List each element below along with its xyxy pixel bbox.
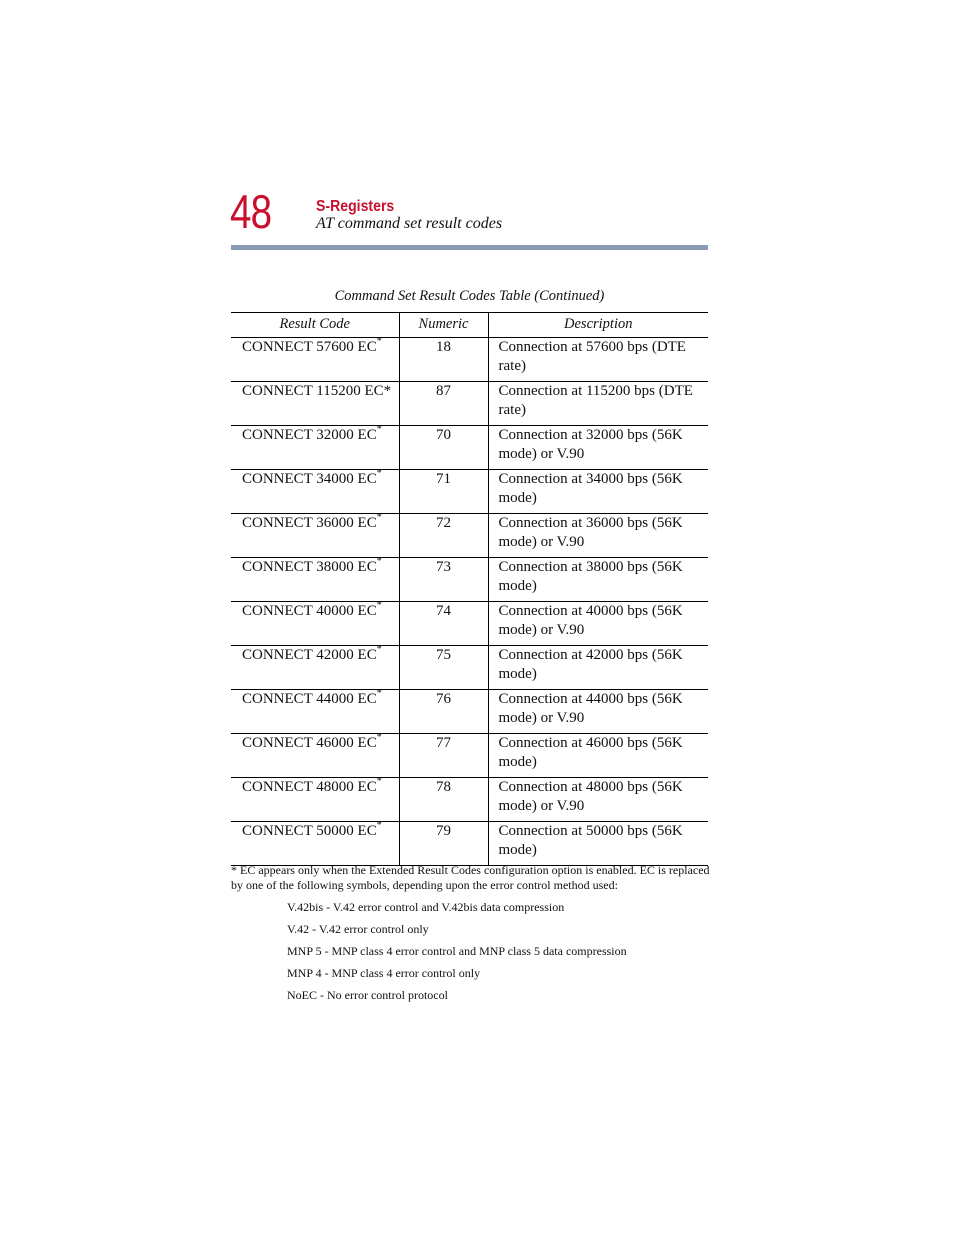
result-code-text: CONNECT 36000 EC: [242, 515, 377, 531]
result-codes-table: [231, 312, 708, 866]
footnote-marker: *: [376, 336, 382, 347]
numeric-cell: 77: [399, 734, 488, 778]
result-code-cell: [231, 514, 399, 558]
description-cell: Connection at 38000 bps (56K mode): [488, 558, 708, 602]
table-row: [231, 338, 708, 382]
table-header-row: [231, 313, 708, 338]
result-code-text: CONNECT 48000 EC: [242, 779, 377, 795]
footnote-marker: *: [376, 424, 382, 435]
result-code-cell: [231, 338, 399, 382]
table-row: [231, 470, 708, 514]
footnote-marker: *: [376, 644, 382, 655]
result-code-cell: [231, 558, 399, 602]
description-cell: Connection at 57600 bps (DTE rate): [488, 338, 708, 382]
description-cell: Connection at 48000 bps (56K mode) or V.90: [488, 778, 708, 822]
result-code-cell: [231, 470, 399, 514]
result-code-text: CONNECT 44000 EC: [242, 691, 377, 707]
description-cell: Connection at 36000 bps (56K mode) or V.90: [488, 514, 708, 558]
table-row: [231, 822, 708, 866]
result-code-text: CONNECT 115200 EC*: [242, 383, 392, 399]
table-row: [231, 646, 708, 690]
list-item: NoEC - No error control protocol: [287, 988, 448, 1002]
footnote-marker: *: [376, 600, 382, 611]
numeric-cell: 74: [399, 602, 488, 646]
numeric-cell: 18: [399, 338, 488, 382]
footnote-marker: *: [376, 556, 382, 567]
numeric-cell: 79: [399, 822, 488, 866]
table-row: [231, 778, 708, 822]
column-header-numeric: Numeric: [399, 313, 488, 338]
table-row: [231, 382, 708, 426]
numeric-cell: 73: [399, 558, 488, 602]
result-code-cell: [231, 426, 399, 470]
result-code-cell: [231, 734, 399, 778]
description-cell: Connection at 42000 bps (56K mode): [488, 646, 708, 690]
table-row: [231, 558, 708, 602]
table-row: [231, 690, 708, 734]
numeric-cell: 71: [399, 470, 488, 514]
section-title: S-Registers: [316, 198, 395, 215]
numeric-cell: 78: [399, 778, 488, 822]
footnote-marker: *: [376, 688, 382, 699]
page-number: 48: [230, 185, 272, 238]
column-header-result-code: Result Code: [231, 313, 399, 338]
numeric-cell: 75: [399, 646, 488, 690]
error-control-code-list: [287, 900, 627, 1010]
result-code-text: CONNECT 46000 EC: [242, 735, 377, 751]
list-item: MNP 5 - MNP class 4 error control and MNP class 5 data compression: [287, 944, 627, 958]
result-code-text: CONNECT 32000 EC: [242, 427, 377, 443]
table-body: [231, 338, 708, 866]
description-cell: Connection at 50000 bps (56K mode): [488, 822, 708, 866]
table-row: [231, 514, 708, 558]
result-code-cell: [231, 822, 399, 866]
description-cell: Connection at 32000 bps (56K mode) or V.90: [488, 426, 708, 470]
footnote-marker: *: [376, 732, 382, 743]
footnote-marker: *: [376, 468, 382, 479]
result-code-text: CONNECT 40000 EC: [242, 603, 377, 619]
description-cell: Connection at 44000 bps (56K mode) or V.90: [488, 690, 708, 734]
result-code-cell: [231, 646, 399, 690]
result-code-text: CONNECT 38000 EC: [242, 559, 377, 575]
table-row: [231, 426, 708, 470]
table-row: [231, 734, 708, 778]
result-code-cell: [231, 602, 399, 646]
numeric-cell: 70: [399, 426, 488, 470]
result-code-text: CONNECT 42000 EC: [242, 647, 377, 663]
result-code-text: CONNECT 57600 EC: [242, 339, 377, 355]
table-caption: Command Set Result Codes Table (Continued): [334, 288, 605, 304]
list-item: V.42 - V.42 error control only: [287, 922, 429, 936]
result-code-text: CONNECT 34000 EC: [242, 471, 377, 487]
result-code-cell: [231, 778, 399, 822]
description-cell: Connection at 40000 bps (56K mode) or V.90: [488, 602, 708, 646]
footnote: * EC appears only when the Extended Result Codes configuration option is enabled. EC is replaced by one of the following symbols, depending upon the error control method used:: [231, 863, 710, 892]
header-rule: [231, 245, 708, 250]
list-item: MNP 4 - MNP class 4 error control only: [287, 966, 481, 980]
description-cell: Connection at 46000 bps (56K mode): [488, 734, 708, 778]
footnote-marker: *: [376, 512, 382, 523]
footnote-marker: *: [376, 776, 382, 787]
footnote-marker: *: [376, 820, 382, 831]
list-item: V.42bis - V.42 error control and V.42bis data compression: [287, 900, 565, 914]
section-subtitle: AT command set result codes: [316, 215, 503, 232]
table-row: [231, 602, 708, 646]
numeric-cell: 87: [399, 382, 488, 426]
numeric-cell: 72: [399, 514, 488, 558]
column-header-description: Description: [488, 313, 708, 338]
numeric-cell: 76: [399, 690, 488, 734]
description-cell: Connection at 34000 bps (56K mode): [488, 470, 708, 514]
result-code-cell: [231, 690, 399, 734]
result-code-text: CONNECT 50000 EC: [242, 823, 377, 839]
description-cell: Connection at 115200 bps (DTE rate): [488, 382, 708, 426]
result-code-cell: [231, 382, 399, 426]
